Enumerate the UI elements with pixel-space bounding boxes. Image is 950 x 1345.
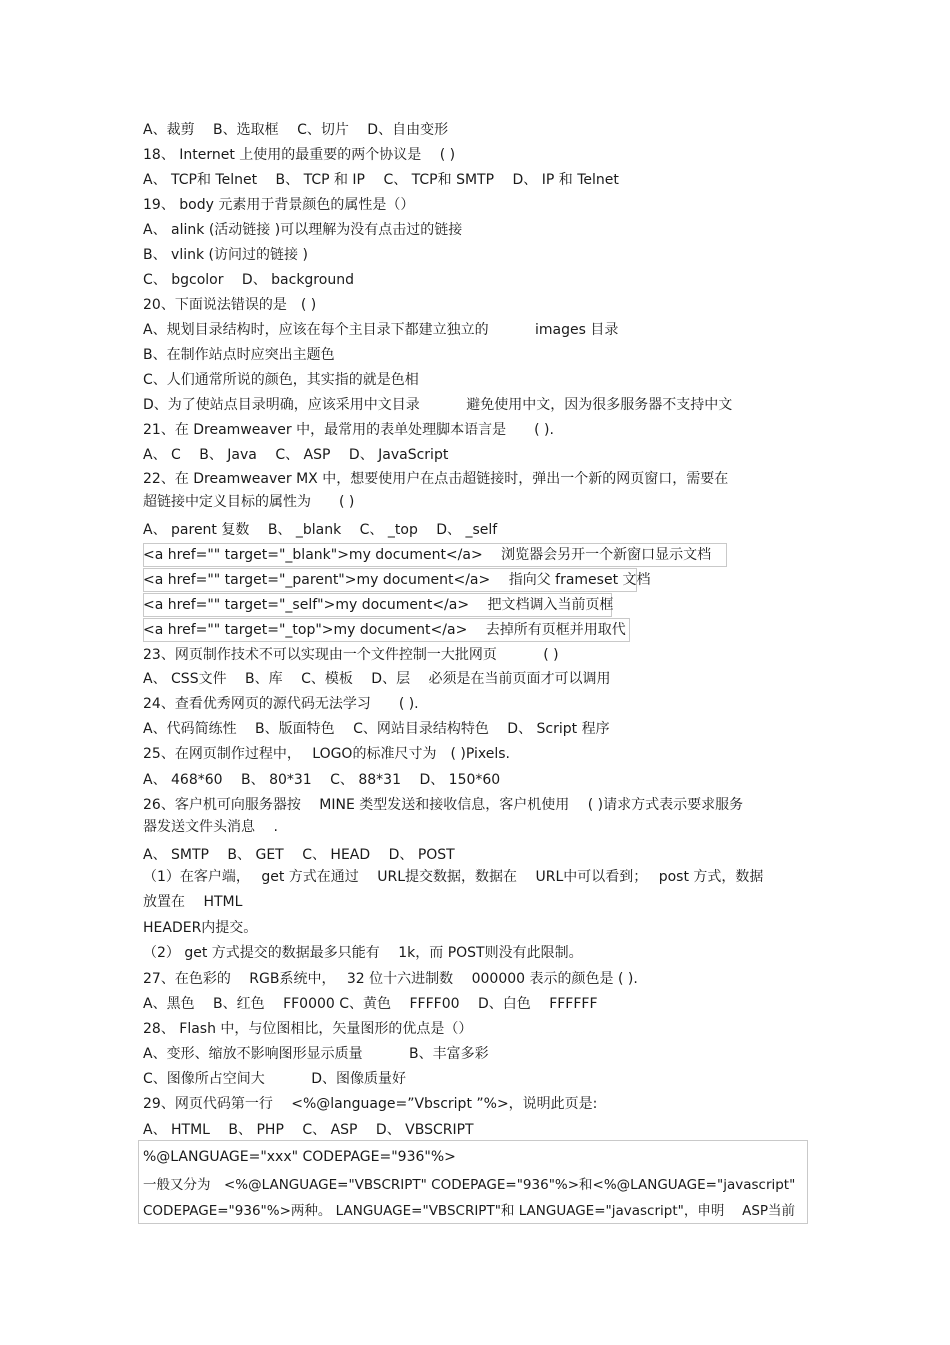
question-18: 18、 Internet 上使用的最重要的两个协议是 ( ) <box>143 147 456 163</box>
answer-options: A、 HTML B、 PHP C、 ASP D、 VBSCRIPT <box>143 1122 474 1138</box>
explanation-text: （2） get 方式提交的数据最多只能有 1k，而 POST则没有此限制。 <box>143 945 583 961</box>
code-example-row: <a href="" target="_blank">my document</a> 浏览器会另开一个新窗口显示文档 <box>143 547 712 563</box>
explanation-text: （1）在客户端， get 方式在通过 URL提交数据，数据在 URL中可以看到； post 方式，数据 <box>143 869 764 885</box>
answer-option: A、 alink (活动链接 )可以理解为没有点击过的链接 <box>143 222 463 238</box>
code-explanation: CODEPAGE="936"%>两种。 LANGUAGE="VBSCRIPT"和 LANGUAGE="javascript"，申明 ASP当前 <box>143 1203 796 1219</box>
code-explanation: 一般又分为 <%@LANGUAGE="VBSCRIPT" CODEPAGE="936"%>和<%@LANGUAGE="javascript" <box>143 1177 796 1193</box>
question-19: 19、 body 元素用于背景颜色的属性是（） <box>143 197 415 213</box>
question-21: 21、在 Dreamweaver 中，最常用的表单处理脚本语言是 ( ). <box>143 422 554 438</box>
explanation-text: 放置在 HTML <box>143 894 243 910</box>
answer-options: A、 TCP和 Telnet B、 TCP 和 IP C、 TCP和 SMTP D、 IP 和 Telnet <box>143 172 619 188</box>
answer-options: C、图像所占空间大 D、图像质量好 <box>143 1071 407 1087</box>
answer-option: C、 bgcolor D、 background <box>143 272 354 288</box>
answer-options: A、黑色 B、红色 FF0000 C、黄色 FFFF00 D、白色 FFFFFF <box>143 996 598 1012</box>
question-26: 26、客户机可向服务器按 MINE 类型发送和接收信息，客户机使用 ( )请求方式表示要求服务 <box>143 797 744 813</box>
answer-options: A、 CSS文件 B、库 C、模板 D、层 必须是在当前页面才可以调用 <box>143 671 611 687</box>
code-example-row: <a href="" target="_parent">my document</a> 指向父 frameset 文档 <box>143 572 651 588</box>
code-line: %@LANGUAGE="xxx" CODEPAGE="936"%> <box>143 1149 456 1165</box>
code-example-row: <a href="" target="_self">my document</a> 把文档调入当前页框 <box>143 597 614 613</box>
code-example-row: <a href="" target="_top">my document</a> 去掉所有页框并用取代 <box>143 622 626 638</box>
answer-options: A、 C B、 Java C、 ASP D、 JavaScript <box>143 447 449 463</box>
question-26-cont: 器发送文件头消息 . <box>143 819 278 835</box>
explanation-text: HEADER内提交。 <box>143 920 258 936</box>
question-20: 20、下面说法错误的是 ( ) <box>143 297 317 313</box>
answer-option: C、人们通常所说的颜色，其实指的就是色相 <box>143 372 419 388</box>
answer-option: D、为了使站点目录明确，应该采用中文目录 避免使用中文，因为很多服务器不支持中文 <box>143 397 733 413</box>
question-22: 22、在 Dreamweaver MX 中，想要使用户在点击超链接时，弹出一个新的网页窗口，需要在 <box>143 471 729 487</box>
question-23: 23、网页制作技术不可以实现由一个文件控制一大批网页 ( ) <box>143 647 559 663</box>
question-22-cont: 超链接中定义目标的属性为 ( ) <box>143 494 355 510</box>
answer-options: A、代码简练性 B、版面特色 C、网站目录结构特色 D、 Script 程序 <box>143 721 610 737</box>
question-29: 29、网页代码第一行 <%@language=”Vbscript ”%>，说明此页是: <box>143 1096 598 1112</box>
answer-option: B、 vlink (访问过的链接 ) <box>143 247 308 263</box>
answer-options: A、变形、缩放不影响图形显示质量 B、丰富多彩 <box>143 1046 489 1062</box>
answer-option: B、在制作站点时应突出主题色 <box>143 347 335 363</box>
question-25: 25、在网页制作过程中， LOGO的标准尺寸为 ( )Pixels. <box>143 746 510 762</box>
answer-options: A、 SMTP B、 GET C、 HEAD D、 POST <box>143 847 455 863</box>
answer-options: A、 parent 复数 B、 _blank C、 _top D、 _self <box>143 522 498 538</box>
answer-options: A、裁剪 B、选取框 C、切片 D、自由变形 <box>143 122 449 138</box>
answer-option: A、规划目录结构时，应该在每个主目录下都建立独立的 images 目录 <box>143 322 619 338</box>
answer-options: A、 468*60 B、 80*31 C、 88*31 D、 150*60 <box>143 772 501 788</box>
question-28: 28、 Flash 中，与位图相比，矢量图形的优点是（） <box>143 1021 473 1037</box>
question-24: 24、查看优秀网页的源代码无法学习 ( ). <box>143 696 419 712</box>
question-27: 27、在色彩的 RGB系统中， 32 位十六进制数 000000 表示的颜色是 ( ). <box>143 971 638 987</box>
